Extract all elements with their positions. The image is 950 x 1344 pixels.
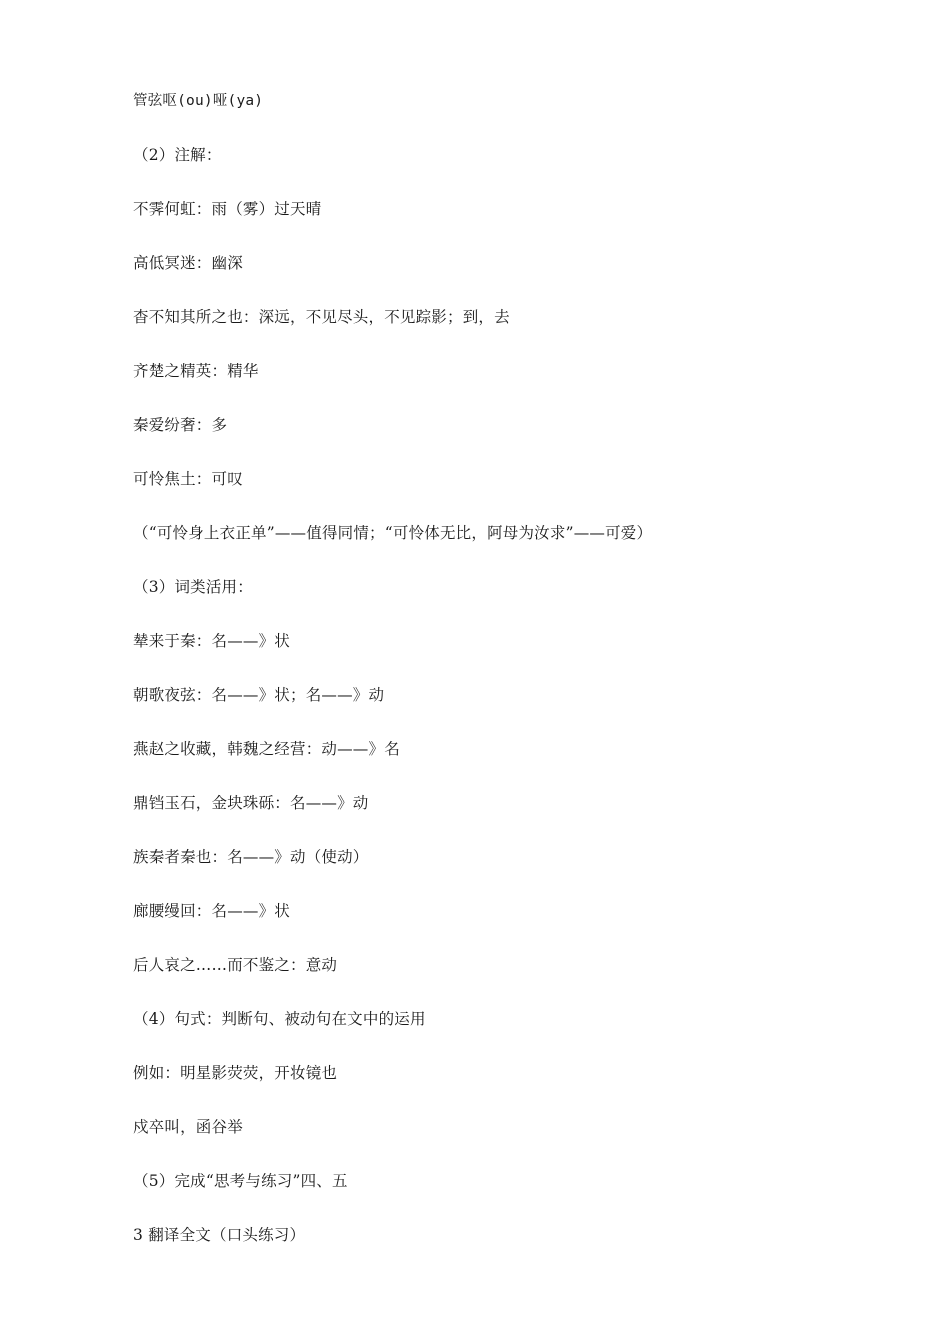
- text-line: 朝歌夜弦：名——》状；名——》动: [133, 686, 385, 704]
- text-line: 杳不知其所之也：深远，不见尽头，不见踪影；到，去: [133, 308, 510, 326]
- text-line: 辇来于秦：名——》状: [133, 632, 291, 650]
- section-heading-sentence-patterns: （4）句式：判断句、被动句在文中的运用: [133, 1010, 426, 1028]
- text-line: 戍卒叫，函谷举: [133, 1118, 243, 1136]
- text-line-pronunciation: 管弦呕(ou)哑(ya): [133, 93, 264, 109]
- text-line: 不霁何虹：雨（雾）过天晴: [133, 200, 322, 218]
- text-line: 高低冥迷：幽深: [133, 254, 243, 272]
- text-line: 齐楚之精英：精华: [133, 362, 259, 380]
- text-line: 可怜焦土：可叹: [133, 470, 243, 488]
- text-line: 鼎铛玉石，金块珠砾：名——》动: [133, 794, 369, 812]
- text-line: （“可怜身上衣正单”——值得同情；“可怜体无比，阿母为汝求”——可爱）: [133, 524, 653, 542]
- text-line: 秦爱纷奢：多: [133, 416, 228, 434]
- section-heading-exercises: （5）完成“思考与练习”四、五: [133, 1172, 348, 1190]
- text-line: 后人哀之……而不鉴之：意动: [133, 956, 338, 974]
- section-heading-translation: 3 翻译全文（口头练习）: [133, 1226, 306, 1244]
- document-body: [133, 89, 853, 1277]
- text-line: 廊腰缦回：名——》状: [133, 902, 291, 920]
- text-line: 族秦者秦也：名——》动（使动）: [133, 848, 369, 866]
- section-heading-annotations: （2）注解：: [133, 146, 222, 164]
- text-line: 燕赵之收藏，韩魏之经营：动——》名: [133, 740, 400, 758]
- text-line: 例如：明星影荧荧，开妆镜也: [133, 1064, 338, 1082]
- section-heading-word-class: （3）词类活用：: [133, 578, 253, 596]
